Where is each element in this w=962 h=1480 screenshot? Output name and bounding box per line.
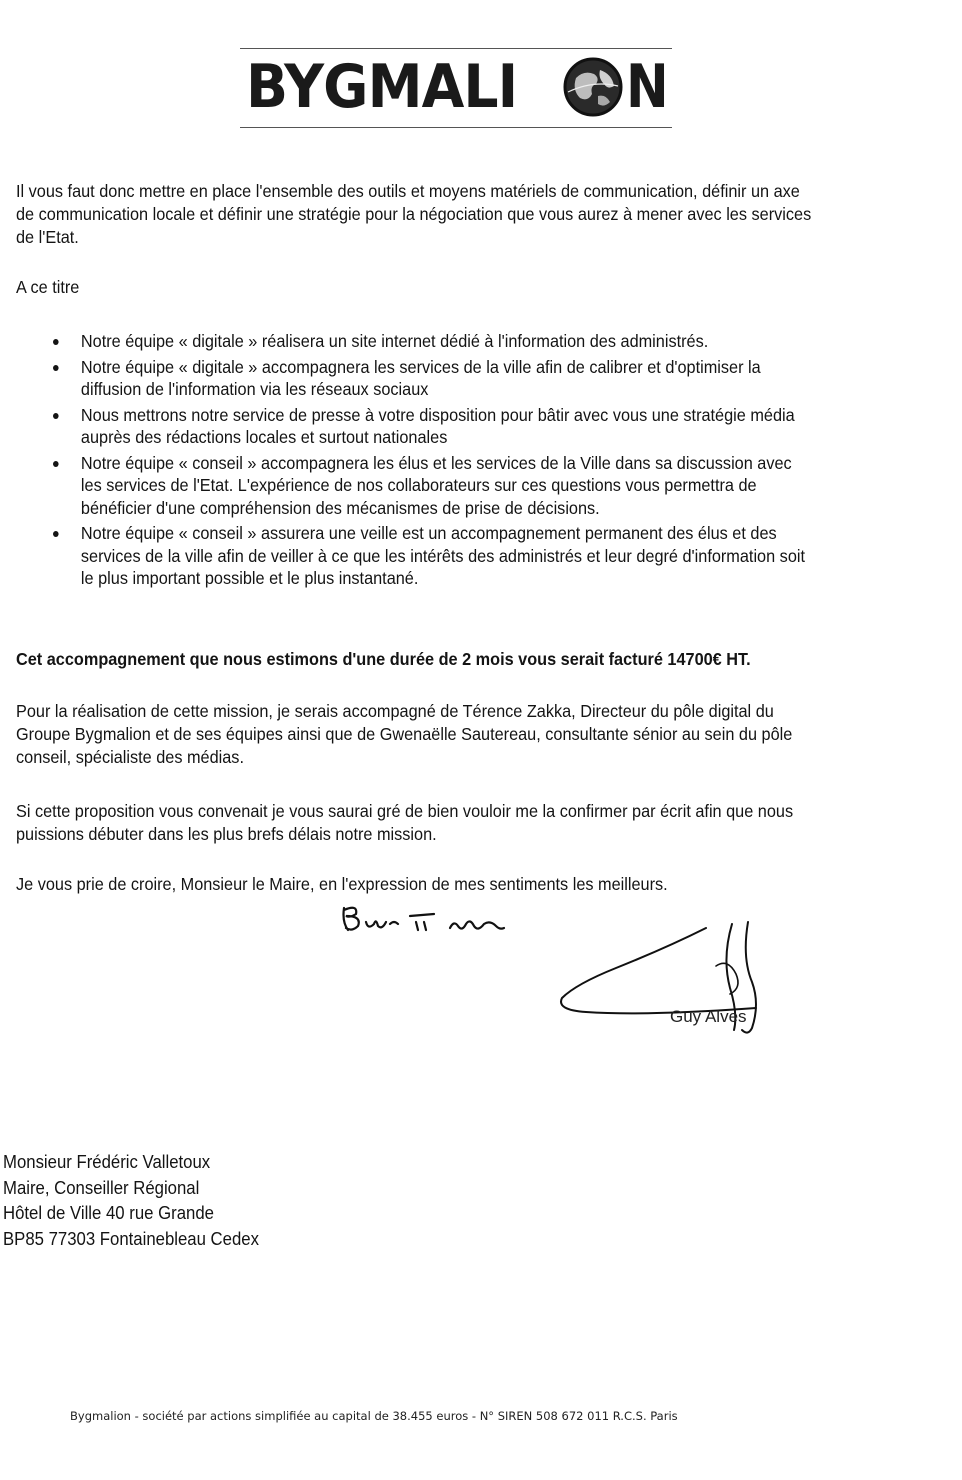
list-item: Notre équipe « digitale » accompagnera les services de la ville afin de calibrer et d'optimiser la diffusion de l'information via les réseaux sociaux bbox=[40, 356, 812, 401]
confirm-paragraph: Si cette proposition vous convenait je vous saurai gré de bien vouloir me la confirmer par écrit afin que nous puissions débuter dans les plus brefs délais notre mission. bbox=[16, 801, 794, 844]
recipient-name: Monsieur Frédéric Valletoux bbox=[3, 1152, 211, 1172]
logo-wordmark: BYGMALI bbox=[246, 52, 518, 122]
list-item: Nous mettrons notre service de presse à votre disposition pour bâtir avec vous une stratégie média auprès des rédactions locales et surtout nationales bbox=[40, 404, 812, 449]
intro-paragraph: Il vous faut donc mettre en place l'ensemble des outils et moyens matériels de communication, définir un axe de communication locale et définir une stratégie pour la négociation que vous aurez à mener avec les services de l'Etat. bbox=[16, 181, 812, 247]
list-item: Notre équipe « conseil » accompagnera les élus et les services de la Ville dans sa discussion avec les services de l'Etat. L'expérience de nos collaborateurs sur ces questions vous permettra de bénéficier d'une compréhension des mécanismes de prise de décisions. bbox=[40, 452, 812, 520]
closing-sentence: Je vous prie de croire, Monsieur le Maire, en l'expression de mes sentiments les meilleurs. bbox=[16, 874, 668, 894]
legal-footer: Bygmalion - société par actions simplifiée au capital de 38.455 euros - N° SIREN 508 672 011 R.C.S. Paris bbox=[70, 1409, 678, 1423]
recipient-address-line1: Hôtel de Ville 40 rue Grande bbox=[3, 1203, 214, 1223]
recipient-title: Maire, Conseiller Régional bbox=[3, 1177, 200, 1198]
team-paragraph: Pour la réalisation de cette mission, je serais accompagné de Térence Zakka, Directeur du pôle digital du Groupe Bygmalion et de ses équipes ainsi que de Gwenaëlle Sautereau, consultante sénior au sein du pôle conseil, spécialiste des médias. bbox=[16, 701, 793, 767]
recipient-address bbox=[3, 1150, 259, 1252]
list-item: Notre équipe « digitale » réalisera un site internet dédié à l'information des administrés. bbox=[40, 330, 812, 353]
handwritten-note bbox=[338, 900, 508, 940]
recipient-address-line2: BP85 77303 Fontainebleau Cedex bbox=[3, 1228, 259, 1249]
services-list bbox=[40, 330, 812, 593]
logo-top-rule bbox=[240, 48, 672, 49]
cost-statement: Cet accompagnement que nous estimons d'une durée de 2 mois vous serait facturé 14700€ HT. bbox=[16, 649, 751, 669]
logo-wordmark-tail: N bbox=[626, 52, 669, 122]
logo-bottom-rule bbox=[240, 127, 672, 128]
company-logo bbox=[240, 44, 672, 130]
globe-icon bbox=[562, 56, 624, 118]
a-ce-titre: A ce titre bbox=[16, 277, 80, 297]
list-item: Notre équipe « conseil » assurera une veille est un accompagnement permanent des élus et des services de la ville afin de veiller à ce que les intérêts des administrés et leur degré d'information soit le plus important possible et le plus instantané. bbox=[40, 522, 812, 590]
signer-name: Guy Alves bbox=[670, 1007, 747, 1026]
